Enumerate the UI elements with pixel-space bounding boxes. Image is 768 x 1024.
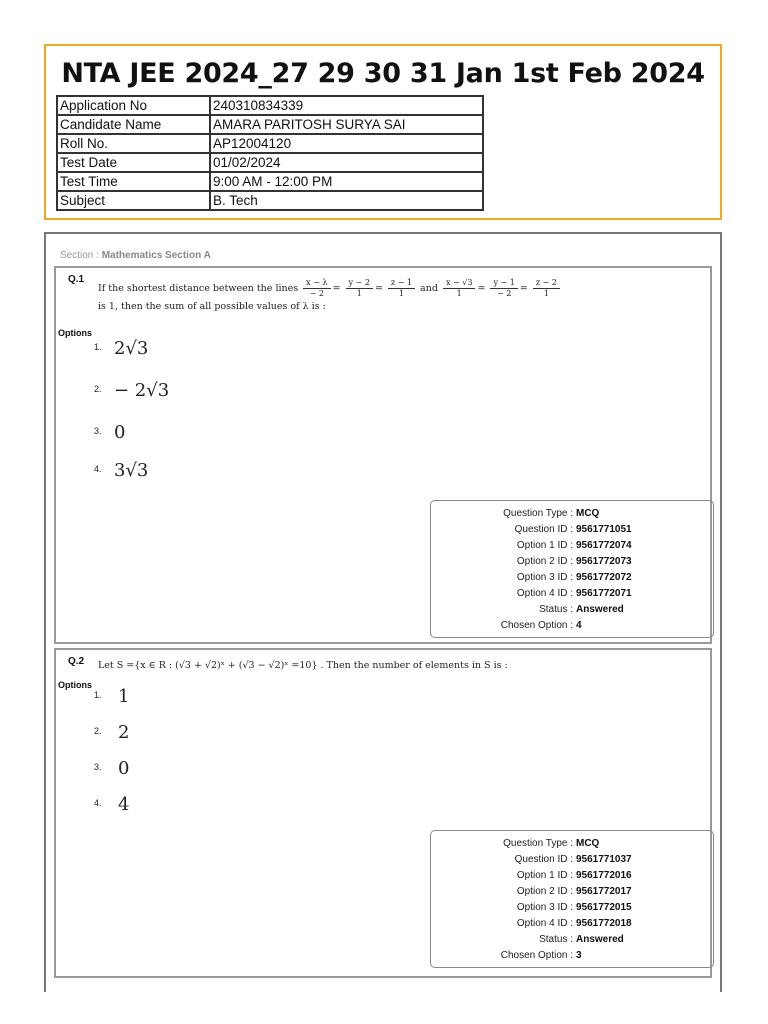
- question-card-2: [54, 648, 712, 978]
- numerator: x − √3: [443, 278, 476, 289]
- numerator: z − 1: [388, 278, 415, 289]
- meta-value: 9561771037: [576, 854, 632, 865]
- fraction: [533, 278, 560, 299]
- denominator: 1: [543, 289, 549, 298]
- meta-label: Chosen Option :: [500, 620, 573, 631]
- meta-value: 9561772072: [576, 572, 632, 583]
- fraction: [303, 278, 330, 299]
- option-number: 1.: [94, 690, 102, 700]
- exam-title: NTA JEE 2024_27 29 30 31 Jan 1st Feb 2024: [61, 58, 705, 89]
- options-label: Options: [58, 328, 92, 338]
- info-label: Test Date: [57, 153, 210, 172]
- fraction: [346, 278, 373, 299]
- question-text: Let S ={x ∈ R : (√3 + √2)ˣ + (√3 − √2)ˣ =10} . Then the number of elements in S is :: [98, 660, 508, 671]
- options-label: Options: [58, 680, 92, 690]
- question-meta-box: [430, 500, 714, 638]
- meta-value: 9561771051: [576, 524, 632, 535]
- meta-label: Option 4 ID :: [516, 918, 573, 929]
- option-number: 4.: [94, 464, 102, 474]
- question-text-part: If the shortest distance between the lines: [98, 283, 299, 294]
- denominator: − 2: [496, 289, 512, 298]
- meta-label: Question ID :: [514, 854, 573, 865]
- meta-label: Option 1 ID :: [516, 870, 573, 881]
- section-name: Mathematics Section A: [101, 250, 211, 261]
- table-row: [57, 153, 483, 172]
- meta-row: [431, 836, 713, 852]
- meta-row: [431, 868, 713, 884]
- meta-label: Question ID :: [514, 524, 573, 535]
- option-3[interactable]: 0: [118, 758, 130, 779]
- meta-value: Answered: [576, 604, 624, 615]
- candidate-info-table: [56, 95, 484, 211]
- meta-value: 9561772017: [576, 886, 632, 897]
- meta-label: Question Type :: [503, 838, 573, 849]
- option-number: 3.: [94, 762, 102, 772]
- question-number: Q.1: [68, 274, 85, 285]
- info-value: AP12004120: [210, 134, 483, 153]
- info-value: 9:00 AM - 12:00 PM: [210, 172, 483, 191]
- section-prefix: Section :: [60, 250, 102, 261]
- meta-value: 9561772071: [576, 588, 632, 599]
- meta-label: Status :: [539, 934, 573, 945]
- section-label: [60, 250, 211, 261]
- meta-row: [431, 522, 713, 538]
- info-label: Subject: [57, 191, 210, 210]
- meta-row: [431, 554, 713, 570]
- meta-value: 9561772016: [576, 870, 632, 881]
- info-value: 01/02/2024: [210, 153, 483, 172]
- meta-value: 3: [576, 950, 582, 961]
- meta-value: MCQ: [576, 838, 600, 849]
- denominator: 1: [398, 289, 405, 298]
- info-value: 240310834339: [210, 96, 483, 115]
- meta-label: Option 2 ID :: [516, 556, 573, 567]
- option-number: 2.: [94, 726, 102, 736]
- meta-value: Answered: [576, 934, 624, 945]
- meta-row: [431, 884, 713, 900]
- question-paper: [44, 232, 722, 992]
- meta-label: Chosen Option :: [500, 950, 573, 961]
- meta-row: [431, 916, 713, 932]
- option-number: 1.: [94, 342, 102, 352]
- meta-value: 9561772015: [576, 902, 632, 913]
- meta-label: Question Type :: [503, 508, 573, 519]
- candidate-header: [44, 44, 722, 220]
- table-row: [57, 115, 483, 134]
- option-number: 4.: [94, 798, 102, 808]
- meta-label: Status :: [539, 604, 573, 615]
- question-text-part: is 1, then the sum of all possible values of λ is :: [98, 301, 326, 312]
- info-label: Roll No.: [57, 134, 210, 153]
- numerator: y − 1: [490, 278, 517, 289]
- info-label: Application No: [57, 96, 210, 115]
- option-number: 3.: [94, 426, 102, 436]
- question-card-1: [54, 266, 712, 644]
- meta-label: Option 1 ID :: [516, 540, 573, 551]
- meta-value: 9561772018: [576, 918, 632, 929]
- meta-row: [431, 586, 713, 602]
- meta-value: MCQ: [576, 508, 600, 519]
- denominator: 1: [356, 289, 362, 298]
- meta-row: [431, 852, 713, 868]
- option-4[interactable]: 3√3: [114, 460, 149, 481]
- fraction: [490, 278, 517, 299]
- meta-value: 9561772074: [576, 540, 632, 551]
- option-2[interactable]: − 2√3: [114, 380, 170, 401]
- info-label: Candidate Name: [57, 115, 210, 134]
- info-label: Test Time: [57, 172, 210, 191]
- denominator: 1: [456, 289, 462, 298]
- meta-row: [431, 618, 713, 634]
- meta-value: 9561772073: [576, 556, 632, 567]
- table-row: [57, 172, 483, 191]
- table-row: [57, 96, 483, 115]
- table-row: [57, 134, 483, 153]
- question-number: Q.2: [68, 656, 85, 667]
- meta-row: [431, 932, 713, 948]
- question-meta-box: [430, 830, 714, 968]
- meta-label: Option 4 ID :: [516, 588, 573, 599]
- fraction: [388, 278, 415, 299]
- info-value: AMARA PARITOSH SURYA SAI: [210, 115, 483, 134]
- option-number: 2.: [94, 384, 102, 394]
- numerator: z − 2: [533, 278, 560, 289]
- meta-row: [431, 948, 713, 964]
- option-4[interactable]: 4: [118, 794, 130, 815]
- meta-row: [431, 602, 713, 618]
- meta-row: [431, 570, 713, 586]
- table-row: [57, 191, 483, 210]
- option-1[interactable]: 1: [118, 686, 130, 707]
- question-text: If the shortest distance between the lines $\frac{x - \lambda}{- 2}$ = $\frac{y - 2}{1}$ = $\frac{z - 1}{1}$ and $\frac{x - √3}{1}$ = $\frac{y - 1}{- 2}$ = $\frac{z - 2}{1}$ is 1, then the sum of all possible values of λ is :: [98, 278, 658, 315]
- meta-row: [431, 900, 713, 916]
- meta-row: [431, 506, 713, 522]
- option-2[interactable]: 2: [118, 722, 130, 743]
- meta-label: Option 3 ID :: [516, 572, 573, 583]
- option-3[interactable]: 0: [114, 422, 126, 443]
- meta-label: Option 3 ID :: [516, 902, 573, 913]
- meta-value: 4: [576, 620, 582, 631]
- denominator: − 2: [309, 289, 325, 298]
- numerator: y − 2: [346, 278, 373, 289]
- meta-row: [431, 538, 713, 554]
- info-value: B. Tech: [210, 191, 483, 210]
- fraction: [443, 278, 476, 299]
- meta-label: Option 2 ID :: [516, 886, 573, 897]
- option-1[interactable]: 2√3: [114, 338, 149, 359]
- numerator: x − λ: [303, 278, 330, 289]
- question-text-part: and: [420, 283, 438, 294]
